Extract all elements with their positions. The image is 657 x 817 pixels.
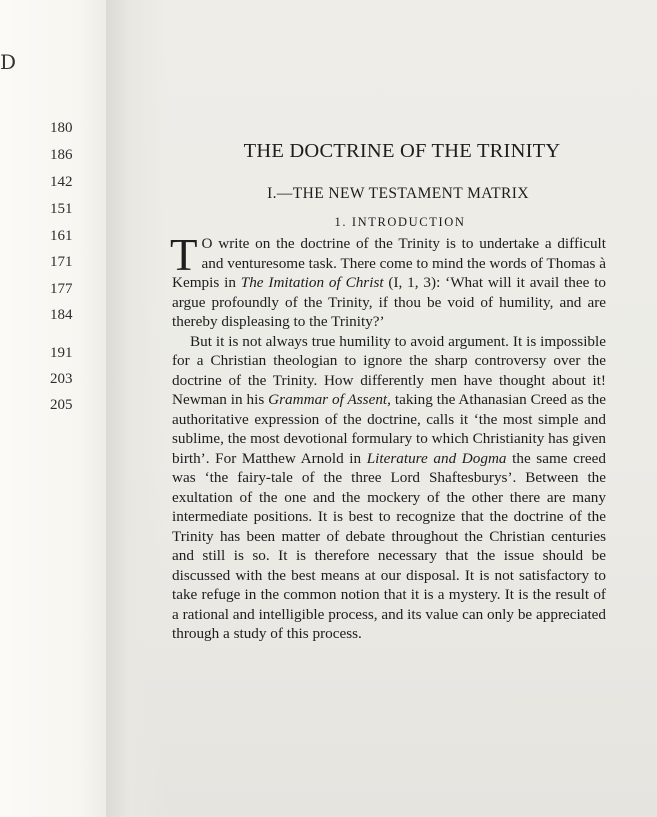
- book-gutter: [106, 0, 166, 817]
- paragraph-text: But it is not always true humility to avoid argument. It is impossible for a Christian theologian to ignore the sharp controversy over the doctrine of the Trinity. How differently men have thought about it! Newman in his: [172, 332, 606, 408]
- paragraph-1: [170, 230, 607, 332]
- book-title-italic: Literature and Dogma: [366, 449, 507, 467]
- page-number: 184: [50, 307, 73, 323]
- subsection-heading: 1. INTRODUCTION: [334, 215, 466, 229]
- section-heading: I.—THE NEW TESTAMENT MATRIX: [267, 185, 529, 202]
- page-number: 177: [50, 281, 73, 297]
- page-number: 191: [50, 345, 73, 361]
- book-title-italic: Grammar of Assent: [268, 391, 388, 408]
- paragraph-text: the same creed was ‘the fairy-tale of the three Lord Shaftesburys’. Between the exultation of the one and the mockery of the other there are many intermediate positions. It is best to recognize that the doctrine of the Trinity has been matter of debate throughout the Christian centuries and still is so. It is therefore necessary that the issue should be discussed with the best means at our disposal. It is not satisfactory to take refuge in the common notion that it is a mystery. It is the result of a rational and intelligible process, and its value can only be appreciated through a study of this process.: [172, 449, 607, 642]
- book-title-italic: The Imitation of Christ: [240, 274, 384, 291]
- page-number: 180: [50, 120, 73, 136]
- left-edge-character: D: [0, 50, 17, 74]
- page-number: 171: [50, 254, 73, 270]
- chapter-title: THE DOCTRINE OF THE TRINITY: [243, 140, 561, 162]
- paragraph-text: , taking the Athanasian Creed as the authoritative expression of the doctrine, calls it ‘the most simple and sublime, the most devotional formulary to which Christianity has given birth’. For Matthew Arnold in: [172, 391, 606, 467]
- page-number: 161: [50, 228, 73, 244]
- page-number: 203: [50, 371, 73, 387]
- paragraph-text: O write on the doctrine of the Trinity is to undertake a difficult and venturesome task. There come to mind the words of Thomas à Kempis in: [172, 235, 606, 291]
- page-number: 186: [50, 147, 73, 163]
- paragraph-2: [172, 332, 606, 644]
- page-number: 142: [50, 174, 73, 190]
- page-content: [172, 140, 606, 644]
- left-page: [0, 0, 112, 817]
- paragraph-text: (I, 1, 3): ‘What will it avail thee to argue profoundly of the Trinity, if thou be void of humility, and are thereby displeasing to the Trinity?’: [172, 274, 607, 330]
- drop-cap: T: [170, 230, 198, 280]
- page-number: 151: [50, 201, 73, 217]
- page-number: 205: [50, 397, 73, 413]
